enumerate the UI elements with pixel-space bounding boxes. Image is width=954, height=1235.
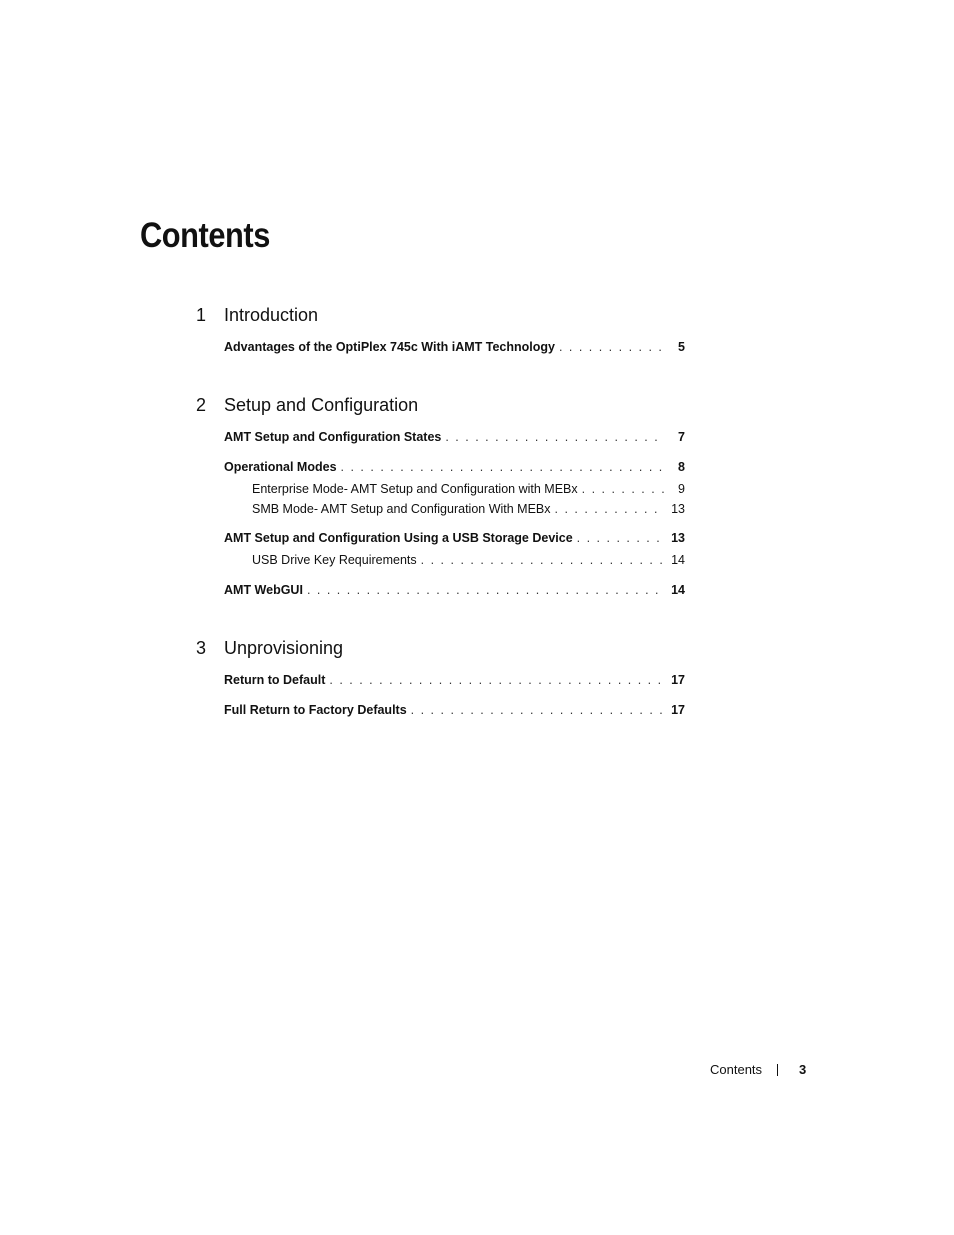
chapter-number: 2: [196, 395, 207, 415]
toc-entry-page: 14: [671, 583, 685, 597]
toc-entry-return-default[interactable]: [224, 672, 685, 688]
dot-leader: [582, 481, 665, 497]
toc-entry-page: 17: [671, 673, 685, 687]
toc-entry-enterprise-mode[interactable]: [252, 481, 685, 497]
toc-entry-page: 8: [678, 460, 685, 474]
toc-entry-page: 9: [678, 482, 685, 496]
toc-entry-page: 14: [671, 553, 685, 567]
toc-entry-operational-modes[interactable]: [224, 459, 685, 475]
toc-entry-smb-mode[interactable]: [252, 501, 685, 517]
toc-entry-title: SMB Mode- AMT Setup and Configuration With MEBx: [252, 502, 551, 516]
footer-divider: [777, 1064, 778, 1076]
toc-entry-amt-webgui[interactable]: [224, 582, 685, 598]
chapter-heading-unprovisioning[interactable]: [196, 637, 343, 659]
dot-leader: [577, 530, 665, 546]
toc-entry-usb-drive-key[interactable]: [252, 552, 685, 568]
toc-entry-amt-states[interactable]: [224, 429, 685, 445]
page-title: Contents: [140, 216, 270, 255]
toc-entry-title: AMT WebGUI: [224, 583, 303, 597]
chapter-heading-introduction[interactable]: [196, 304, 318, 326]
footer-section-label: Contents: [710, 1062, 763, 1077]
chapter-title: Unprovisioning: [224, 638, 344, 658]
footer-page-number: 3: [799, 1062, 807, 1077]
dot-leader: [559, 339, 665, 355]
toc-entry-page: 17: [671, 703, 685, 717]
toc-entry-page: 13: [671, 502, 685, 516]
toc-entry-title: Enterprise Mode- AMT Setup and Configuration with MEBx: [252, 482, 578, 496]
toc-entry-page: 5: [678, 340, 685, 354]
dot-leader: [411, 702, 665, 718]
chapter-title: Introduction: [224, 305, 319, 325]
toc-entry-advantages[interactable]: [224, 339, 685, 355]
dot-leader: [445, 429, 665, 445]
toc-entry-title: Advantages of the OptiPlex 745c With iAMT Technology: [224, 340, 555, 354]
dot-leader: [307, 582, 665, 598]
toc-entry-title: Full Return to Factory Defaults: [224, 703, 407, 717]
toc-entry-title: AMT Setup and Configuration Using a USB Storage Device: [224, 531, 573, 545]
toc-entry-page: 13: [671, 531, 685, 545]
chapter-title: Setup and Configuration: [224, 395, 419, 415]
toc-entry-full-return-factory[interactable]: [224, 702, 685, 718]
dot-leader: [555, 501, 665, 517]
toc-entry-title: AMT Setup and Configuration States: [224, 430, 442, 444]
toc-entry-usb-storage[interactable]: [224, 530, 685, 546]
chapter-heading-setup[interactable]: [196, 394, 418, 416]
toc-entry-title: Return to Default: [224, 673, 326, 687]
chapter-number: 1: [196, 305, 207, 325]
toc-entry-title: USB Drive Key Requirements: [252, 553, 417, 567]
dot-leader: [341, 459, 665, 475]
dot-leader: [421, 552, 665, 568]
toc-entry-title: Operational Modes: [224, 460, 337, 474]
toc-entry-page: 7: [678, 430, 685, 444]
chapter-number: 3: [196, 638, 207, 658]
dot-leader: [329, 672, 665, 688]
